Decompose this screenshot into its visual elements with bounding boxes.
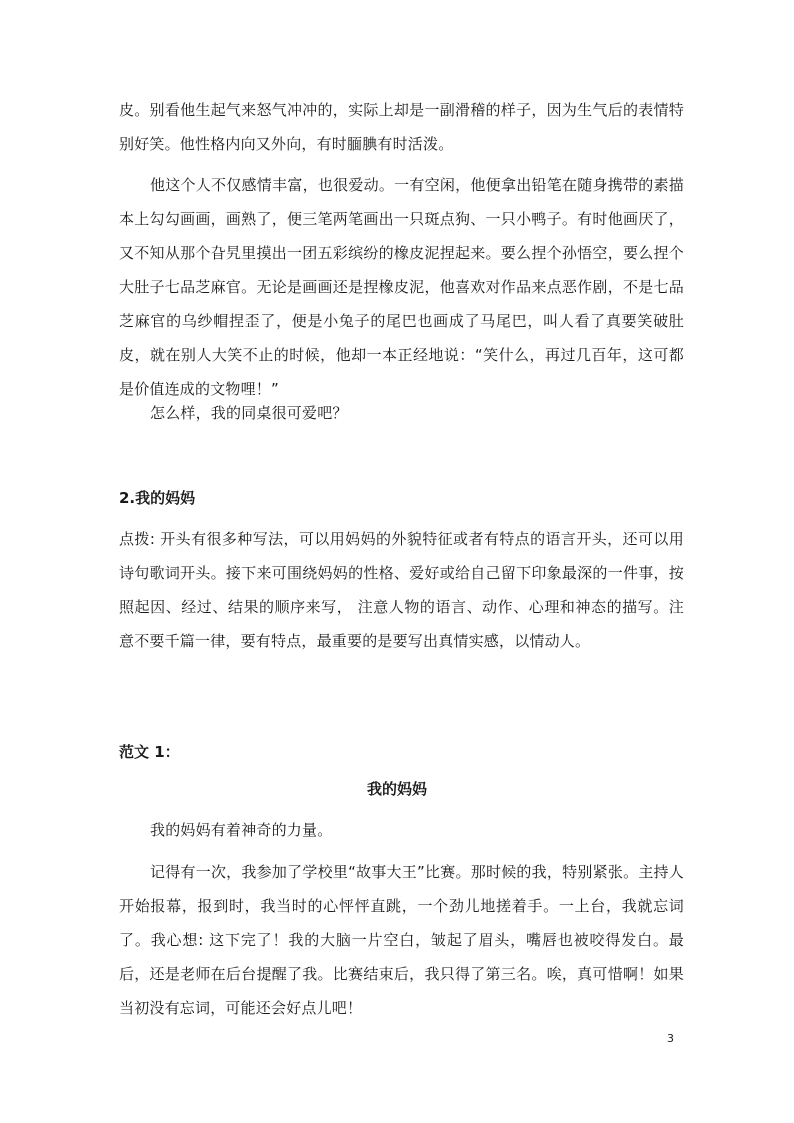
essay-title: 我的妈妈 — [366, 780, 427, 798]
paragraph-continued: 皮。别看他生起气来怒气冲冲的，实际上却是一副滑稽的样子，因为生气后的表情特别好笑。他性格内向又外向，有时腼腆有时活泼。 — [119, 101, 684, 153]
page-number: 3 — [667, 1032, 674, 1045]
essay-paragraph-2: 记得有一次，我参加了学校里“故事大王”比赛。那时候的我，特别紧张。主持人开始报幕，报到时，我当时的心怦怦直跳，一个劲儿地搓着手。一上台，我就忘词了。我心想: 这下完了！我的大脑一片空白，皱起了眉头，嘴唇也被咬得发白。最后，还是老师在后台提醒了我。比赛结束后，我只得了第三名。唉，真可惜啊！如果当初没有忘词，可能还会好点儿吧！ — [119, 863, 684, 1017]
paragraph-conclusion: 怎么样，我的同桌很可爱吧？ — [150, 404, 348, 422]
section-heading: 2.我的妈妈 — [119, 489, 196, 507]
guidance-paragraph: 点拨: 开头有很多种写法，可以用妈妈的外貌特征或者有特点的语言开头，还可以用诗句歌词开头。接下来可围绕妈妈的性格、爱好或给自己留下印象最深的一件事，按照起因、经过、结果的顺序来写， 注意人物的语言、动作、心理和神态的描写。注意不要千篇一律，要有特点，最重要的是要写出真情实感，以情动人。 — [119, 530, 684, 650]
paragraph-hobbies: 他这个人不仅感情丰富，也很爱动。一有空闲，他便拿出铅笔在随身携带的素描本上勾勾画画，画熟了，便三笔两笔画出一只斑点狗、一只小鸭子。有时他画厌了，又不知从那个旮旯里摸出一团五彩缤纷的橡皮泥捏起来。要么捏个孙悟空，要么捏个大肚子七品芝麻官。无论是画画还是捏橡皮泥，他喜欢对作品来点恶作剧，不是七品芝麻官的乌纱帽捏歪了，便是小兔子的尾巴也画成了马尾巴，叫人看了真要笑破肚皮，就在别人大笑不止的时候，他却一本正经地说：“笑什么，再过几百年，这可都是价值连成的文物哩！” — [119, 176, 684, 398]
essay-paragraph-1: 我的妈妈有着神奇的力量。 — [150, 821, 333, 839]
sample-essay-label: 范文 1： — [119, 743, 180, 761]
